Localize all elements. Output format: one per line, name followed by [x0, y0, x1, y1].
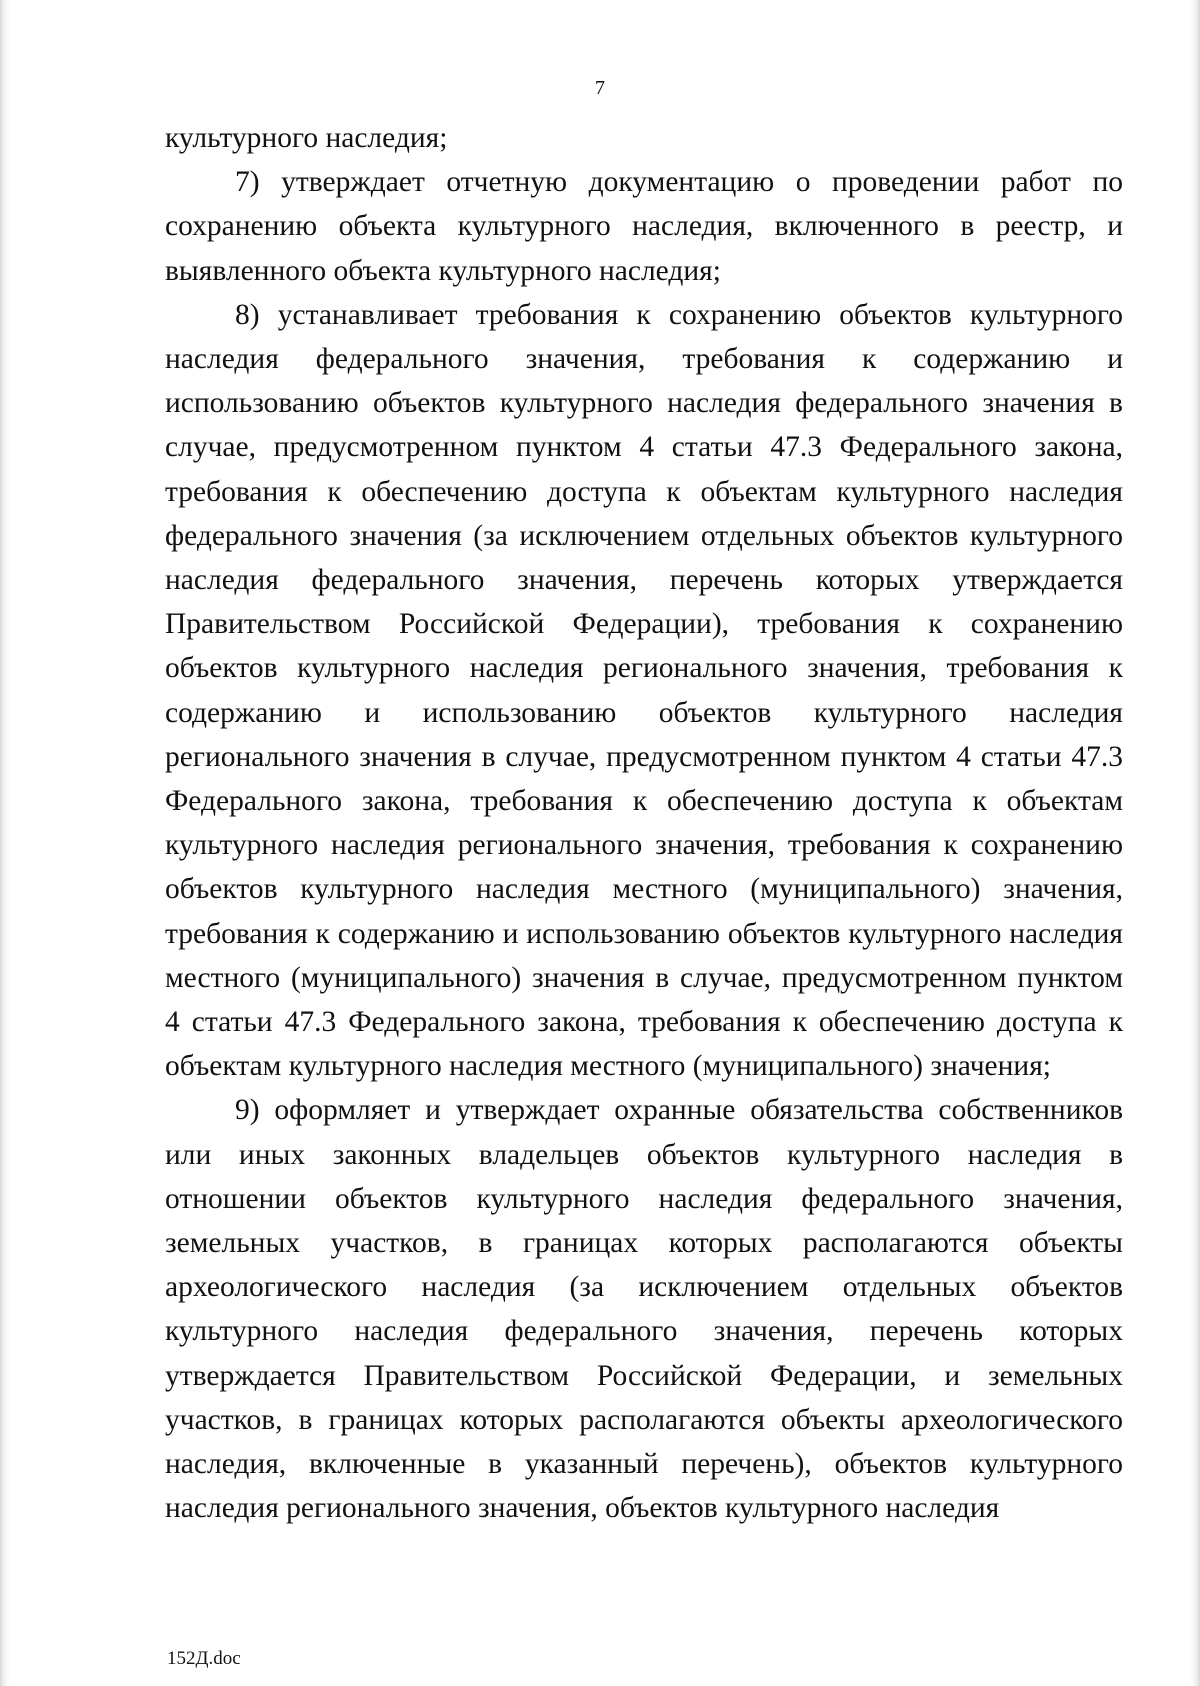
footer-filename: 152Д.doc: [167, 1648, 241, 1669]
page-number: 7: [595, 77, 605, 99]
paragraph-item-9: 9) оформляет и утверждает охранные обязательства собственников или иных законных владельцев объектов культурного наследия в отношении объектов культурного наследия федерального значения, земельных участков, в границах которых располагаются объекты археологического наследия (за исключением отдельных объектов культурного наследия федерального значения, перечень которых утверждается Правительством Российской Федерации, и земельных участков, в границах которых располагаются объекты археологического наследия, включенные в указанный перечень), объектов культурного наследия регионального значения, объектов культурного наследия: [165, 1094, 1123, 1525]
scan-edge-right: [1190, 0, 1200, 1686]
scan-edge-left: [0, 0, 10, 1686]
paragraph-item-8: 8) устанавливает требования к сохранению объектов культурного наследия федерального значения, требования к содержанию и использованию объектов культурного наследия федерального значения в случае, предусмотренном пунктом 4 статьи 47.3 Федерального закона, требования к обеспечению доступа к объектам культурного наследия федерального значения (за исключением отдельных объектов культурного наследия федерального значения, перечень которых утверждается Правительством Российской Федерации), требования к сохранению объектов культурного наследия регионального значения, требования к содержанию и использованию объектов культурного наследия регионального значения в случае, предусмотренном пунктом 4 статьи 47.3 Федерального закона, требования к обеспечению доступа к объектам культурного наследия регионального значения, требования к сохранению объектов культурного наследия местного (муниципального) значения, требования к содержанию и использованию объектов культурного наследия местного (муниципального) значения в случае, предусмотренном пунктом 4 статьи 47.3 Федерального закона, требования к обеспечению доступа к объектам культурного наследия местного (муниципального) значения;: [165, 298, 1123, 1083]
paragraph-item-7: 7) утверждает отчетную документацию о проведении работ по сохранению объекта культурного наследия, включенного в реестр, и выявленного объекта культурного наследия;: [165, 166, 1123, 287]
document-body: [165, 116, 1123, 1531]
paragraph-continuation: культурного наследия;: [165, 122, 448, 154]
